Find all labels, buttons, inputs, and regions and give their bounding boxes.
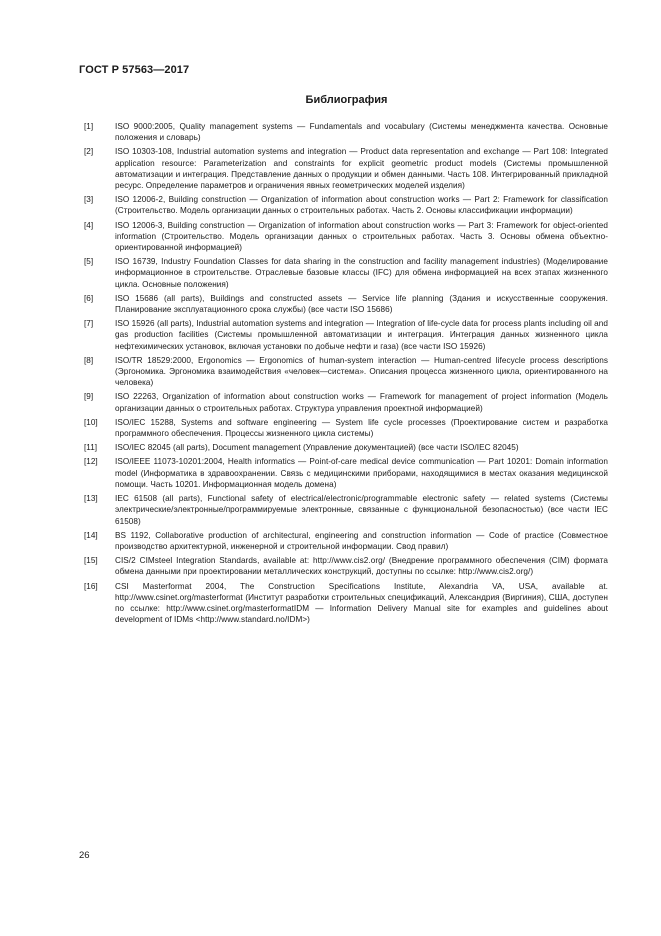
bibliography-entry (84, 391, 608, 413)
bibliography-title: Библиография (305, 94, 388, 106)
entry-text: ISO/IEC 82045 (all parts), Document management (Управление документацией) (все части ISO/IEC 82045) (115, 443, 519, 453)
bibliography-entry (84, 293, 608, 315)
entry-text: ISO 12006-2, Building construction — Organization of information about construction works — Part 2: Framework for classification (Строительство. Модель организации данных о строительных работах. Часть 2. Основы классификации информации) (115, 195, 608, 216)
entry-number: [1] (84, 122, 94, 131)
entry-number: [10] (84, 417, 98, 427)
bibliography-entry (84, 256, 608, 290)
entry-number: [15] (84, 556, 98, 566)
entry-number: [4] (84, 220, 94, 230)
bibliography-list (84, 121, 608, 628)
entry-text: CSI Masterformat 2004, The Construction Specifications Institute, Alexandria VA, USA, available at. http://www.csinet.org/masterformat (Институт разработки строительных спецификаций, Александрия (Виргиния), США, доступен по ссылке: http://www.csinet.org/masterformatIDM — Information Delivery Manual site for examples and guidelines about development of IDMs <http://www.standard.no/IDM>) (115, 581, 608, 625)
bibliography-entry (84, 194, 608, 216)
entry-text: ISO 9000:2005, Quality management systems — Fundamentals and vocabulary (Системы менеджмента качества. Основные положения и словарь) (115, 122, 608, 143)
entry-number: [7] (84, 319, 94, 329)
entry-text: ISO 15926 (all parts), Industrial automation systems and integration — Integration of life-cycle data for process plants including oil and gas production facilities (Системы промышленной автоматизации и интеграция. Интеграция данных жизненного цикла нефтехимических установок, включая установки по добыче нефти и газа) (все части ISO 15926) (115, 319, 608, 351)
entry-number: [5] (84, 257, 94, 267)
entry-number: [11] (84, 443, 98, 453)
bibliography-entry (84, 417, 608, 439)
entry-text: ISO 22263, Organization of information about construction works — Framework for management of project information (Модель организации данных о строительных работах. Структура управления проектной информацией) (115, 392, 608, 413)
bibliography-entry (84, 493, 608, 527)
entry-text: BS 1192, Collaborative production of architectural, engineering and construction information — Code of practice (Совместное производство архитектурной, инженерной и строительной информации. Свод правил) (115, 530, 608, 551)
entry-number: [14] (84, 530, 98, 540)
entry-text: ISO 12006-3, Building construction — Organization of information about construction works — Part 3: Framework for object-oriented information (Строительство. Модель организации данных о строительных работах. Часть 3. Основы обмена объектно-ориентированной информацией) (115, 220, 608, 253)
bibliography-entry (84, 530, 608, 552)
bibliography-entry (84, 456, 608, 490)
bibliography-entry (84, 555, 608, 577)
entry-text: ISO/IEEE 11073-10201:2004, Health informatics — Point-of-care medical device communication — Part 10201: Domain information model (Информатика в здравоохранении. Связь с медицинскими приборами, находящимися в местах оказания медицинской помощи. Часть 10201. Информационная модель домена) (115, 457, 608, 489)
entry-text: IEC 61508 (all parts), Functional safety of electrical/electronic/programmable electronic safety — related systems (Системы электрические/электронные/программируемые электронные, связанные с функциональной безопасностью) (все части IEC 61508) (115, 494, 608, 526)
page-number: 26 (79, 850, 90, 861)
entry-number: [6] (84, 293, 94, 303)
bibliography-entry (84, 220, 608, 254)
entry-number: [3] (84, 195, 94, 205)
entry-text: ISO 16739, Industry Foundation Classes for data sharing in the construction and facility management industries) (Моделирование информационное в строительстве. Отраслевые базовые классы (IFC) для обмена информацией на всех этапах жизненного цикла. Основные положения) (115, 257, 608, 289)
bibliography-entry (84, 146, 608, 191)
standard-code-header: ГОСТ Р 57563—2017 (79, 64, 190, 76)
entry-text: ISO 15686 (all parts), Buildings and constructed assets — Service life planning (Здания и искусственные сооружения. Планирование эксплуатационного срока службы) (все части ISO 15686) (115, 293, 608, 315)
entry-text: CIS/2 CIMsteel Integration Standards, available at: http://www.cis2.org/ (Внедрение программного обеспечения (CIM) формата обмена данными при проектировании металлических конструкций, доступны по ссылке: http://www.cis2.org/) (115, 556, 608, 577)
bibliography-entry (84, 121, 608, 143)
bibliography-entry (84, 442, 608, 453)
entry-number: [13] (84, 494, 98, 504)
entry-text: ISO 10303-108, Industrial automation systems and integration — Product data representation and exchange — Part 108: Integrated application resource: Parameterization and constraints for explicit geometric product models (Системы промышленной автоматизации и интеграция. Представление данных о продукции и обмен данными. Часть 108. Интегрированный прикладной ресурс. Определение параметров и ограничения явных геометрических моделей изделия) (115, 147, 608, 191)
bibliography-entry (84, 318, 608, 352)
entry-number: [9] (84, 392, 94, 402)
entry-text: ISO/TR 18529:2000, Ergonomics — Ergonomics of human-system interaction — Human-centred lifecycle process descriptions (Эргономика. Эргономика взаимодействия «человек—система». Описания процесса жизненного цикла, ориентированного на человека) (115, 355, 608, 388)
bibliography-entry (84, 581, 608, 626)
entry-number: [12] (84, 457, 98, 467)
entry-number: [8] (84, 355, 94, 365)
bibliography-entry (84, 355, 608, 389)
entry-text: ISO/IEC 15288, Systems and software engineering — System life cycle processes (Проектирование систем и разработка программного обеспечения. Процессы жизненного цикла системы) (115, 417, 608, 439)
entry-number: [16] (84, 581, 98, 591)
entry-number: [2] (84, 147, 94, 157)
